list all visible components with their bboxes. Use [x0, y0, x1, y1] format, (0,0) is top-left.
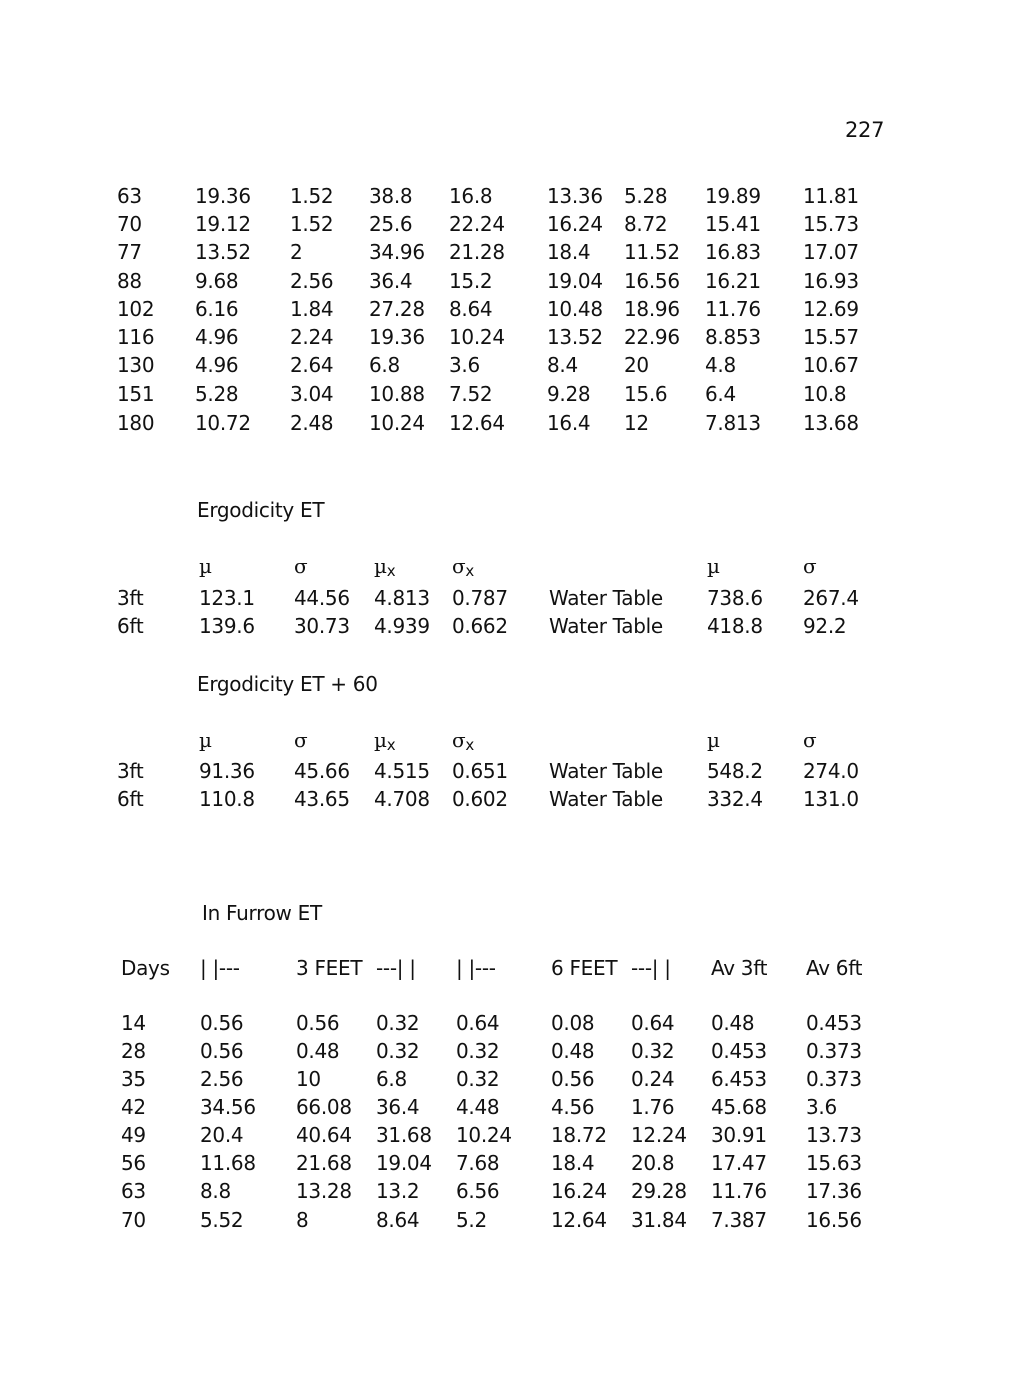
table-row — [0, 761, 1014, 785]
table-cell: 19.04 — [547, 269, 603, 293]
table-cell: 44.56 — [294, 586, 350, 610]
table-cell: 0.602 — [452, 787, 508, 811]
mu-symbol: µ — [374, 554, 387, 578]
table-cell: 8.64 — [449, 297, 493, 321]
table-cell: 21.68 — [296, 1151, 352, 1175]
table-cell: 45.66 — [294, 759, 350, 783]
table-row — [0, 616, 1014, 640]
table-cell: 102 — [117, 297, 155, 321]
table-cell: 6.453 — [711, 1067, 767, 1091]
table-cell: Water Table — [549, 586, 663, 610]
table-cell: Water Table — [549, 614, 663, 638]
table-cell: 4.939 — [374, 614, 430, 638]
mu-x-header — [374, 556, 395, 579]
table-cell: 7.68 — [456, 1151, 500, 1175]
table-cell: 15.2 — [449, 269, 493, 293]
table-cell: 3.6 — [806, 1095, 837, 1119]
table-cell: 45.68 — [711, 1095, 767, 1119]
table-cell: 0.32 — [631, 1039, 675, 1063]
sigma-x-header — [452, 556, 474, 579]
subscript-x: x — [386, 736, 396, 754]
table-cell: 0.48 — [711, 1011, 755, 1035]
table-cell: 43.65 — [294, 787, 350, 811]
sigma-symbol: σ — [452, 728, 466, 752]
table-cell: 18.96 — [624, 297, 680, 321]
table-row — [0, 1125, 1014, 1149]
table-cell: 548.2 — [707, 759, 763, 783]
table-cell: 2 — [290, 240, 303, 264]
table-cell: 151 — [117, 382, 155, 406]
table-cell: 15.6 — [624, 382, 668, 406]
table-cell: 6.8 — [376, 1067, 407, 1091]
table-cell: 38.8 — [369, 184, 413, 208]
table-cell: 18.72 — [551, 1123, 607, 1147]
table-cell: 6.4 — [705, 382, 736, 406]
table-cell: 1.84 — [290, 297, 334, 321]
table-cell: 16.93 — [803, 269, 859, 293]
mu-header: µ — [199, 554, 212, 578]
header-row — [0, 730, 1014, 754]
table-cell: 0.787 — [452, 586, 508, 610]
column-header: 3 FEET — [296, 956, 363, 980]
table-cell: 6ft — [117, 614, 144, 638]
table-cell: 19.36 — [195, 184, 251, 208]
table-cell: 738.6 — [707, 586, 763, 610]
table-cell: 0.56 — [200, 1039, 244, 1063]
table-row — [0, 242, 1014, 266]
table-cell: 16.56 — [624, 269, 680, 293]
table-cell: 3ft — [117, 759, 144, 783]
table-cell: 4.48 — [456, 1095, 500, 1119]
table-cell: Water Table — [549, 759, 663, 783]
sigma-header: σ — [803, 728, 817, 752]
table-cell: 20.8 — [631, 1151, 675, 1175]
table-cell: 16.21 — [705, 269, 761, 293]
table-cell: 3.6 — [449, 353, 480, 377]
table-cell: 10.24 — [369, 411, 425, 435]
table-cell: 36.4 — [369, 269, 413, 293]
column-header: Av 3ft — [711, 956, 768, 980]
table-cell: 12 — [624, 411, 649, 435]
table-cell: 10.24 — [449, 325, 505, 349]
table-row — [0, 1097, 1014, 1121]
table-cell: 10 — [296, 1067, 321, 1091]
table-cell: 56 — [121, 1151, 146, 1175]
column-header: | |--- — [200, 956, 240, 980]
table-row — [0, 789, 1014, 813]
table-cell: 29.28 — [631, 1179, 687, 1203]
table-cell: 20.4 — [200, 1123, 244, 1147]
column-header: Av 6ft — [806, 956, 863, 980]
table-row — [0, 327, 1014, 351]
header-row — [0, 958, 1014, 982]
table-cell: 7.813 — [705, 411, 761, 435]
table-cell: 0.32 — [456, 1039, 500, 1063]
table-cell: 11.68 — [200, 1151, 256, 1175]
table-cell: 15.63 — [806, 1151, 862, 1175]
table-cell: 5.52 — [200, 1208, 244, 1232]
table-cell: 9.68 — [195, 269, 239, 293]
table-cell: 332.4 — [707, 787, 763, 811]
column-header: Days — [121, 956, 170, 980]
sigma-header: σ — [294, 554, 308, 578]
table-cell: 19.12 — [195, 212, 251, 236]
table-cell: 4.8 — [705, 353, 736, 377]
table-cell: 70 — [117, 212, 142, 236]
table-cell: 27.28 — [369, 297, 425, 321]
table-row — [0, 1069, 1014, 1093]
table-cell: 11.81 — [803, 184, 859, 208]
table-cell: 0.373 — [806, 1067, 862, 1091]
table-cell: 0.48 — [551, 1039, 595, 1063]
table-cell: 6ft — [117, 787, 144, 811]
table-cell: 13.68 — [803, 411, 859, 435]
table-cell: 8.853 — [705, 325, 761, 349]
table-cell: 131.0 — [803, 787, 859, 811]
mu-header: µ — [707, 728, 720, 752]
table-cell: 4.56 — [551, 1095, 595, 1119]
table-cell: 25.6 — [369, 212, 413, 236]
table-cell: 4.813 — [374, 586, 430, 610]
table-cell: 91.36 — [199, 759, 255, 783]
table-cell: 0.56 — [200, 1011, 244, 1035]
table-cell: 21.28 — [449, 240, 505, 264]
table-cell: 3.04 — [290, 382, 334, 406]
table-cell: 34.56 — [200, 1095, 256, 1119]
mu-x-header — [374, 730, 395, 753]
table-cell: 13.2 — [376, 1179, 420, 1203]
table-cell: 4.96 — [195, 325, 239, 349]
table-cell: 10.24 — [456, 1123, 512, 1147]
table-cell: Water Table — [549, 787, 663, 811]
table-cell: 12.64 — [449, 411, 505, 435]
table-cell: 8.8 — [200, 1179, 231, 1203]
table-cell: 8.72 — [624, 212, 668, 236]
table-cell: 4.96 — [195, 353, 239, 377]
table-cell: 2.24 — [290, 325, 334, 349]
table-cell: 6.56 — [456, 1179, 500, 1203]
table-cell: 2.48 — [290, 411, 334, 435]
table-cell: 10.48 — [547, 297, 603, 321]
subscript-x: x — [465, 736, 474, 754]
table-cell: 22.24 — [449, 212, 505, 236]
table-cell: 4.515 — [374, 759, 430, 783]
table-cell: 34.96 — [369, 240, 425, 264]
table-cell: 15.57 — [803, 325, 859, 349]
table-cell: 16.24 — [547, 212, 603, 236]
mu-header: µ — [199, 728, 212, 752]
table-cell: 63 — [121, 1179, 146, 1203]
table-cell: 63 — [117, 184, 142, 208]
table-cell: 0.32 — [456, 1067, 500, 1091]
table-cell: 13.52 — [547, 325, 603, 349]
table-cell: 77 — [117, 240, 142, 264]
table-cell: 6.16 — [195, 297, 239, 321]
table-cell: 0.32 — [376, 1039, 420, 1063]
table-cell: 10.72 — [195, 411, 251, 435]
table-cell: 110.8 — [199, 787, 255, 811]
table-cell: 8 — [296, 1208, 309, 1232]
table-cell: 0.64 — [631, 1011, 675, 1035]
table-cell: 8.64 — [376, 1208, 420, 1232]
table-cell: 418.8 — [707, 614, 763, 638]
subscript-x: x — [386, 562, 396, 580]
table-cell: 11.52 — [624, 240, 680, 264]
column-header: 6 FEET — [551, 956, 618, 980]
section-title: In Furrow ET — [202, 901, 322, 925]
table-cell: 13.73 — [806, 1123, 862, 1147]
table-cell: 19.36 — [369, 325, 425, 349]
sigma-header: σ — [803, 554, 817, 578]
table-cell: 49 — [121, 1123, 146, 1147]
table-cell: 16.56 — [806, 1208, 862, 1232]
table-row — [0, 413, 1014, 437]
table-cell: 19.89 — [705, 184, 761, 208]
table-cell: 0.32 — [376, 1011, 420, 1035]
table-cell: 18.4 — [547, 240, 591, 264]
table-cell: 40.64 — [296, 1123, 352, 1147]
table-cell: 42 — [121, 1095, 146, 1119]
table-row — [0, 271, 1014, 295]
table-cell: 88 — [117, 269, 142, 293]
table-cell: 0.453 — [806, 1011, 862, 1035]
table-cell: 11.76 — [705, 297, 761, 321]
table-cell: 116 — [117, 325, 155, 349]
table-cell: 2.56 — [200, 1067, 244, 1091]
table-cell: 12.69 — [803, 297, 859, 321]
table-cell: 15.41 — [705, 212, 761, 236]
table-row — [0, 1210, 1014, 1234]
mu-symbol: µ — [374, 728, 387, 752]
sigma-x-header — [452, 730, 474, 753]
table-cell: 16.83 — [705, 240, 761, 264]
table-cell: 13.52 — [195, 240, 251, 264]
table-cell: 35 — [121, 1067, 146, 1091]
table-cell: 0.24 — [631, 1067, 675, 1091]
table-cell: 36.4 — [376, 1095, 420, 1119]
table-cell: 0.08 — [551, 1011, 595, 1035]
table-cell: 2.56 — [290, 269, 334, 293]
table-cell: 123.1 — [199, 586, 255, 610]
table-row — [0, 355, 1014, 379]
table-cell: 16.8 — [449, 184, 493, 208]
table-row — [0, 384, 1014, 408]
table-cell: 13.28 — [296, 1179, 352, 1203]
column-header: ---| | — [376, 956, 416, 980]
table-cell: 0.56 — [551, 1067, 595, 1091]
table-cell: 8.4 — [547, 353, 578, 377]
table-cell: 28 — [121, 1039, 146, 1063]
table-cell: 11.76 — [711, 1179, 767, 1203]
table-cell: 12.64 — [551, 1208, 607, 1232]
table-cell: 4.708 — [374, 787, 430, 811]
table-cell: 16.4 — [547, 411, 591, 435]
table-row — [0, 214, 1014, 238]
table-cell: 30.91 — [711, 1123, 767, 1147]
table-cell: 0.373 — [806, 1039, 862, 1063]
table-cell: 17.47 — [711, 1151, 767, 1175]
table-cell: 10.8 — [803, 382, 847, 406]
table-cell: 7.52 — [449, 382, 493, 406]
table-row — [0, 588, 1014, 612]
table-cell: 5.2 — [456, 1208, 487, 1232]
table-cell: 5.28 — [195, 382, 239, 406]
table-cell: 0.56 — [296, 1011, 340, 1035]
table-cell: 0.64 — [456, 1011, 500, 1035]
table-cell: 2.64 — [290, 353, 334, 377]
table-cell: 18.4 — [551, 1151, 595, 1175]
table-cell: 139.6 — [199, 614, 255, 638]
table-cell: 14 — [121, 1011, 146, 1035]
table-row — [0, 186, 1014, 210]
column-header: | |--- — [456, 956, 496, 980]
table-row — [0, 1153, 1014, 1177]
table-cell: 30.73 — [294, 614, 350, 638]
header-row — [0, 556, 1014, 580]
table-cell: 180 — [117, 411, 155, 435]
table-cell: 6.8 — [369, 353, 400, 377]
table-row — [0, 1181, 1014, 1205]
table-cell: 12.24 — [631, 1123, 687, 1147]
table-cell: 1.52 — [290, 184, 334, 208]
table-cell: 19.04 — [376, 1151, 432, 1175]
table-cell: 7.387 — [711, 1208, 767, 1232]
sigma-header: σ — [294, 728, 308, 752]
table-cell: 0.48 — [296, 1039, 340, 1063]
section-title: Ergodicity ET + 60 — [197, 672, 378, 696]
table-cell: 17.07 — [803, 240, 859, 264]
table-cell: 70 — [121, 1208, 146, 1232]
table-cell: 17.36 — [806, 1179, 862, 1203]
table-cell: 1.52 — [290, 212, 334, 236]
table-cell: 0.662 — [452, 614, 508, 638]
table-cell: 5.28 — [624, 184, 668, 208]
subscript-x: x — [465, 562, 474, 580]
table-cell: 20 — [624, 353, 649, 377]
table-cell: 1.76 — [631, 1095, 675, 1119]
table-cell: 9.28 — [547, 382, 591, 406]
table-cell: 3ft — [117, 586, 144, 610]
table-row — [0, 299, 1014, 323]
table-cell: 267.4 — [803, 586, 859, 610]
table-row — [0, 1013, 1014, 1037]
table-cell: 10.88 — [369, 382, 425, 406]
table-cell: 31.68 — [376, 1123, 432, 1147]
column-header: ---| | — [631, 956, 671, 980]
section-title: Ergodicity ET — [197, 498, 325, 522]
table-cell: 31.84 — [631, 1208, 687, 1232]
table-cell: 274.0 — [803, 759, 859, 783]
table-row — [0, 1041, 1014, 1065]
page-number: 227 — [845, 118, 885, 142]
table-cell: 13.36 — [547, 184, 603, 208]
table-cell: 16.24 — [551, 1179, 607, 1203]
table-cell: 0.651 — [452, 759, 508, 783]
table-cell: 130 — [117, 353, 155, 377]
table-cell: 22.96 — [624, 325, 680, 349]
table-cell: 15.73 — [803, 212, 859, 236]
mu-header: µ — [707, 554, 720, 578]
table-cell: 0.453 — [711, 1039, 767, 1063]
table-cell: 66.08 — [296, 1095, 352, 1119]
table-cell: 92.2 — [803, 614, 847, 638]
table-cell: 10.67 — [803, 353, 859, 377]
sigma-symbol: σ — [452, 554, 466, 578]
